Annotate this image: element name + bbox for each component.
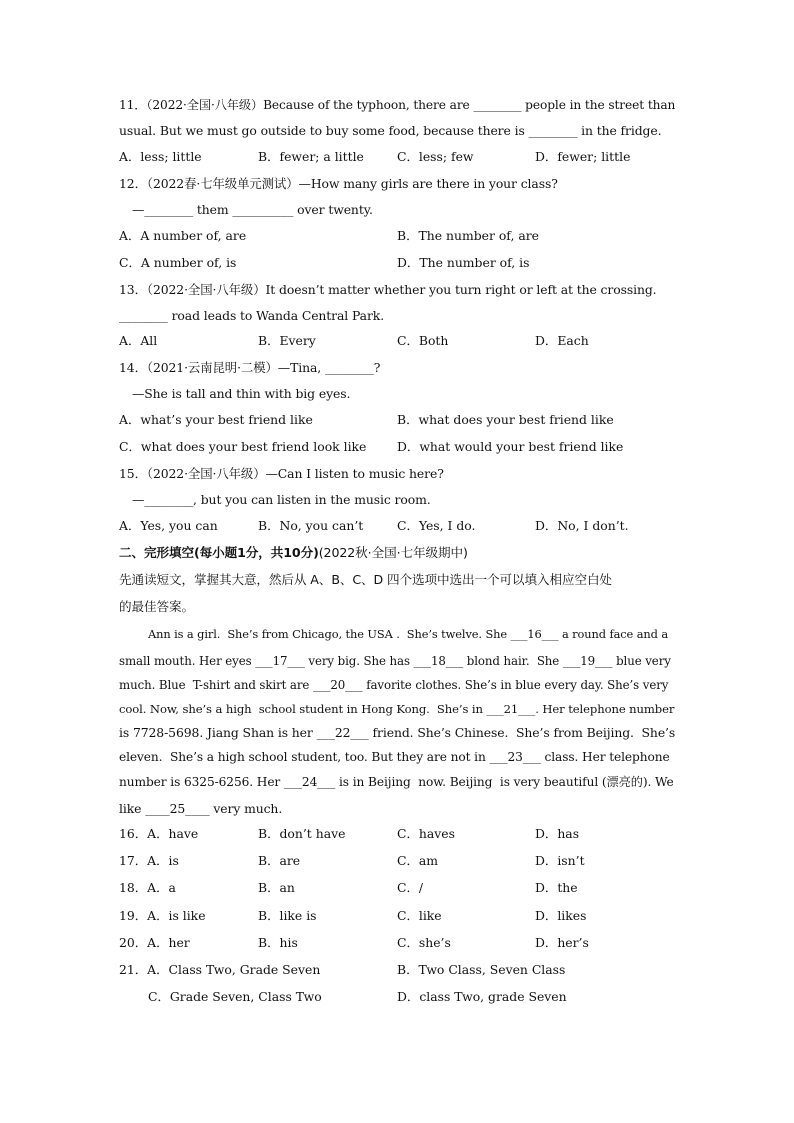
q11-option-d: D．fewer; little xyxy=(535,149,631,164)
passage-line-7: number is 6325-6256. Her ___24___ is in Beijing now. Beijing is very beautiful (漂亮的). We xyxy=(119,775,674,789)
passage-line-6: eleven. She’s a high school student, too. But they are not in ___23___ class. Her telephone xyxy=(119,750,670,764)
section2-instruction-line1: 先通读短文，掌握其大意，然后从 A、B、C、D 四个选项中选出一个可以填入相应空白处 xyxy=(119,572,612,587)
q12-option-c: C．A number of, is xyxy=(119,255,237,270)
q17-option-b: B．are xyxy=(258,853,301,868)
q16-option-a: 16．A．have xyxy=(119,826,199,841)
q18-option-c: C．/ xyxy=(397,880,424,895)
q15-stem-line2: —________, but you can listen in the music room. xyxy=(132,492,431,507)
q19-option-a: 19．A．is like xyxy=(119,908,206,923)
q15-option-a: A．Yes, you can xyxy=(119,518,218,533)
q20-option-d: D．her’s xyxy=(535,935,589,950)
q20-option-a: 20．A．her xyxy=(119,935,190,950)
q16-option-c: C．haves xyxy=(397,826,455,841)
q14-option-d: D．what would your best friend like xyxy=(397,439,624,454)
q16-option-d: D．has xyxy=(535,826,580,841)
q15-option-b: B．No, you can’t xyxy=(258,518,364,533)
q17-option-a: 17．A．is xyxy=(119,853,179,868)
passage-line-5: is 7728-5698. Jiang Shan is her ___22___ friend. She’s Chinese. She’s from Beijing. She’s xyxy=(119,725,676,740)
q14-option-c: C．what does your best friend look like xyxy=(119,439,367,454)
q12-option-b: B．The number of, are xyxy=(397,228,539,243)
q18-option-b: B．an xyxy=(258,880,295,895)
q15-option-c: C．Yes, I do. xyxy=(397,518,476,533)
q11-stem-line1: 11．（2022·全国·八年级）Because of the typhoon, there are ________ people in the street than xyxy=(119,98,676,112)
q17-option-d: D．isn’t xyxy=(535,853,585,868)
q19-option-c: C．like xyxy=(397,908,442,923)
q11-option-a: A．less; little xyxy=(119,149,202,164)
q20-option-c: C．she’s xyxy=(397,935,451,950)
q21-option-d: D．class Two, grade Seven xyxy=(397,989,567,1004)
q20-option-b: B．his xyxy=(258,935,298,950)
passage-line-8: like ____25____ very much. xyxy=(119,801,283,816)
q11-stem-line2: usual. But we must go outside to buy some food, because there is ________ in the fridge. xyxy=(119,123,662,138)
q11-option-c: C．less; few xyxy=(397,149,474,164)
passage-line-3: much. Blue T-shirt and skirt are ___20___ favorite clothes. She’s in blue every day. She’s very xyxy=(119,678,669,692)
q12-stem-line1: 12．（2022春·七年级单元测试）—How many girls are there in your class? xyxy=(119,176,558,191)
q14-option-b: B．what does your best friend like xyxy=(397,412,614,427)
section2-heading-line xyxy=(119,545,468,561)
section2-instruction-line2: 的最佳答案。 xyxy=(119,599,194,614)
q15-option-d: D．No, I don’t. xyxy=(535,518,629,533)
q21-option-c: C．Grade Seven, Class Two xyxy=(148,989,322,1004)
passage-line-1: Ann is a girl. She’s from Chicago, the USA . She’s twelve. She ___16___ a round face and a xyxy=(148,627,669,641)
q12-option-a: A．A number of, are xyxy=(119,228,247,243)
q19-option-d: D．likes xyxy=(535,908,587,923)
q13-option-d: D．Each xyxy=(535,333,589,348)
q11-option-b: B．fewer; a little xyxy=(258,149,364,164)
q13-stem-line2: ________ road leads to Wanda Central Park. xyxy=(119,308,385,323)
q14-stem-line2: —She is tall and thin with big eyes. xyxy=(132,386,351,401)
q16-option-b: B．don’t have xyxy=(258,826,346,841)
section2-heading: 二、完形填空(每小题1分，共10分) xyxy=(119,545,319,560)
q17-option-c: C．am xyxy=(397,853,439,868)
q15-stem-line1: 15．（2022·全国·八年级）—Can I listen to music here? xyxy=(119,466,444,481)
passage-line-2: small mouth. Her eyes ___17___ very big. She has ___18___ blond hair. She ___19___ blue very xyxy=(119,654,671,668)
q13-option-c: C．Both xyxy=(397,333,449,348)
q19-option-b: B．like is xyxy=(258,908,317,923)
q18-option-d: D．the xyxy=(535,880,578,895)
q18-option-a: 18．A．a xyxy=(119,880,176,895)
section2-source: (2022秋·全国·七年级期中) xyxy=(318,545,468,560)
q21-option-b: B．Two Class, Seven Class xyxy=(397,962,566,977)
q12-option-d: D．The number of, is xyxy=(397,255,530,270)
q13-option-b: B．Every xyxy=(258,333,316,348)
q13-option-a: A．All xyxy=(119,333,158,348)
q12-stem-line2: —________ them __________ over twenty. xyxy=(132,202,373,217)
q21-option-a: 21．A．Class Two, Grade Seven xyxy=(119,962,321,977)
q13-stem-line1: 13．（2022·全国·八年级）It doesn’t matter whether you turn right or left at the crossing. xyxy=(119,282,657,297)
passage-line-4: cool. Now, she’s a high school student in Hong Kong. She’s in ___21___. Her telephone number xyxy=(119,702,675,716)
q14-stem-line1: 14．（2021·云南昆明·二模）—Tina, ________? xyxy=(119,360,381,375)
q14-option-a: A．what’s your best friend like xyxy=(119,412,313,427)
